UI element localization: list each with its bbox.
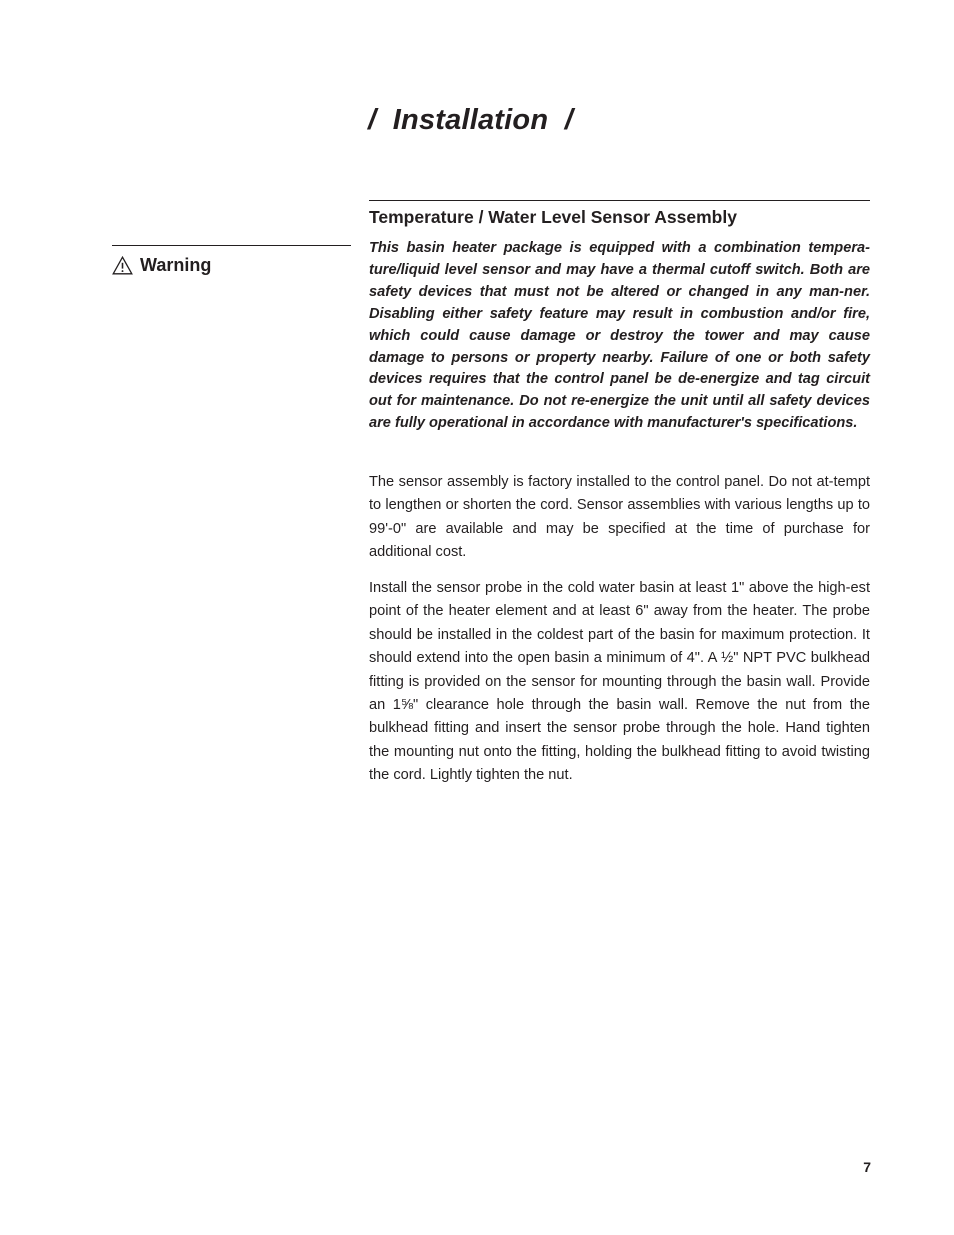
warning-text: This basin heater package is equipped with a combination tempera-ture/liquid level sensor and may have a thermal cutoff switch. Both are safety devices that must not be altered or changed in any man-ner. Disabling either safety feature may result in combustion and/or fire, which could cause damage or destroy the tower and may cause damage to persons or property nearby. Failure of one or both safety devices requires that the control panel be de-energize and tag circuit out for maintenance. Do not re-energize the unit until all safety devices are fully operational in accordance with manufacturer's specifications. [369, 240, 870, 432]
warning-triangle-icon [112, 256, 140, 275]
page-title: / Installation / [368, 104, 574, 136]
body-paragraph: Install the sensor probe in the cold water basin at least 1" above the high-est point of the heater element and at least 6" away from the heater. The probe should be installed in the coldest part of the basin for maximum protection. It should extend into the open basin a minimum of 4". A ½" NPT PVC bulkhead fitting is provided on the sensor for mounting through the basin wall. Provide an 1⅝" clearance hole through the basin wall. Remove the nut from the bulkhead fitting and insert the sensor probe through the hole. Hand tighten the mounting nut onto the fitting, holding the bulkhead fitting to avoid twisting the cord. Lightly tighten the nut. [369, 580, 870, 784]
body-paragraph: The sensor assembly is factory installed to the control panel. Do not at-tempt to lengthen or shorten the cord. Sensor assemblies with various lengths up to 99'-0" are available and may be specified at the time of purchase for additional cost. [369, 474, 870, 561]
page-number: 7 [863, 1159, 871, 1175]
sidebar-divider [112, 245, 351, 246]
warning-callout [112, 255, 211, 276]
section-divider [369, 200, 870, 201]
warning-label: Warning [140, 255, 212, 275]
section-heading: Temperature / Water Level Sensor Assembly [369, 207, 737, 227]
